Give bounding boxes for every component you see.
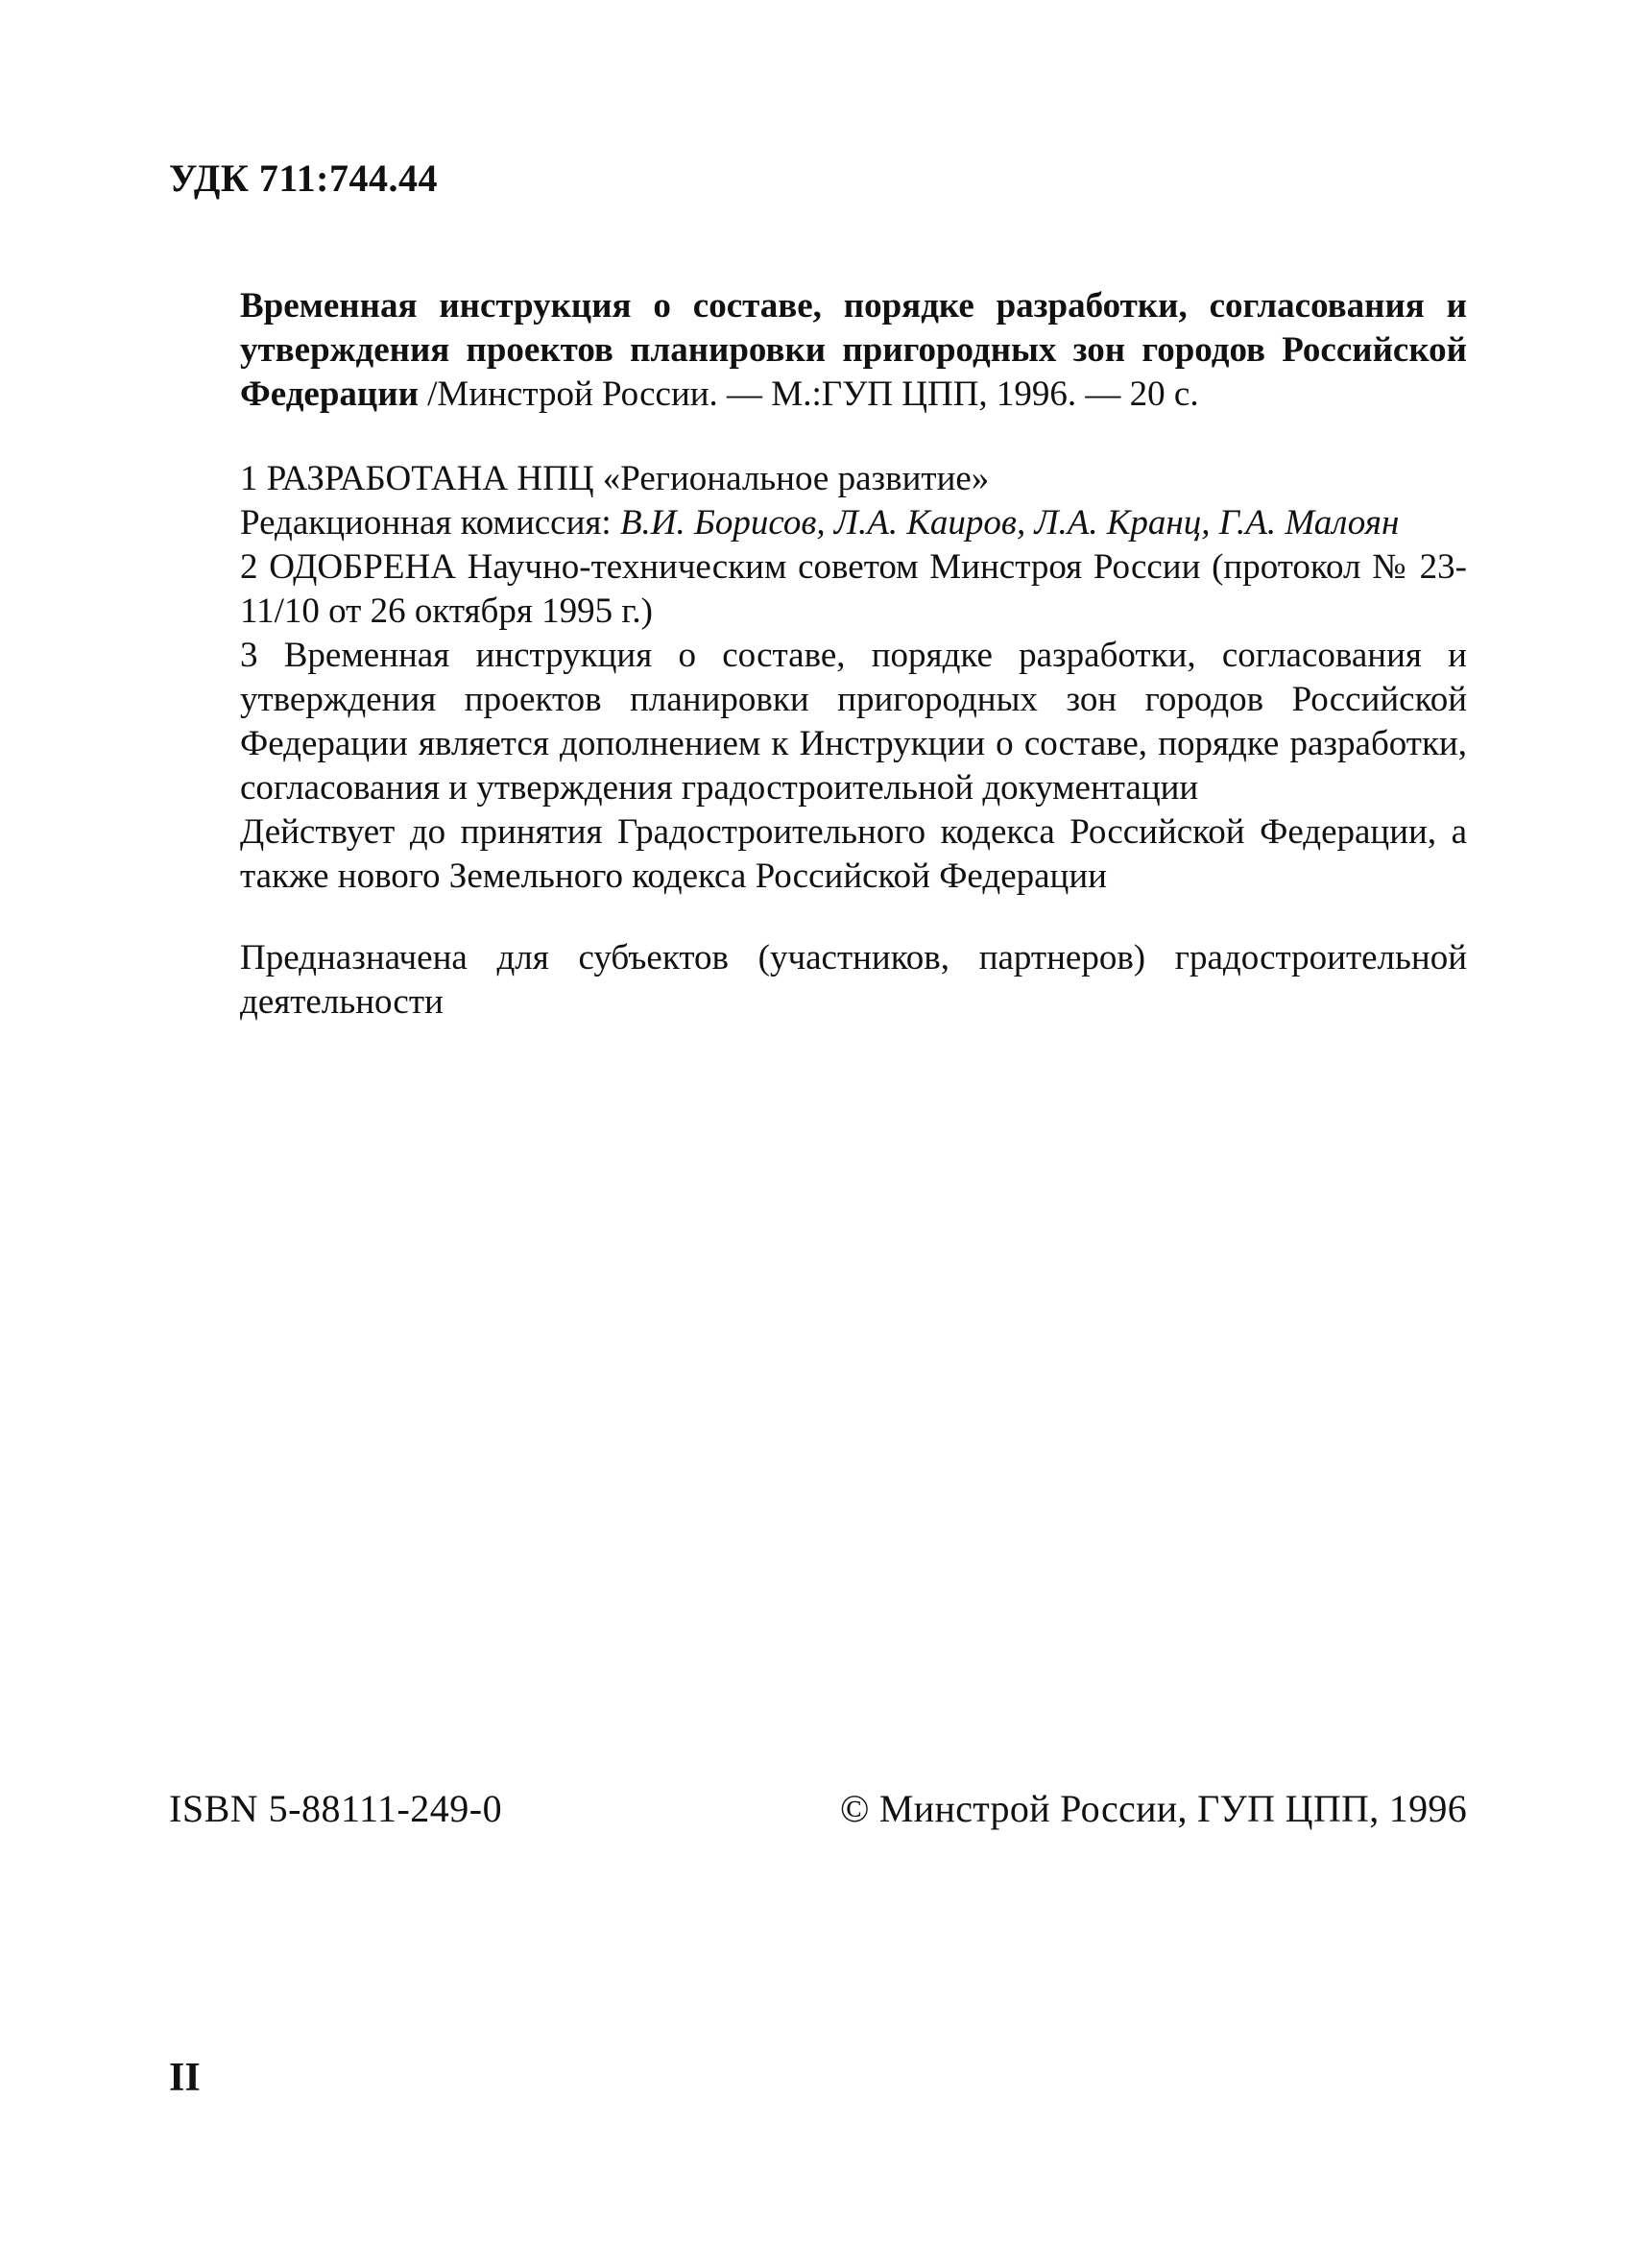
isbn: ISBN 5-88111-249-0 xyxy=(169,1787,503,1830)
credits-item-approved: 2 ОДОБРЕНА Научно-техническим советом Минстроя России (протокол № 23-11/10 от 26 октября 1995 г.) xyxy=(240,547,1467,631)
copyright-notice: © Минстрой России, ГУП ЦПП, 1996 xyxy=(839,1787,1467,1830)
bibliographic-publisher: /Минстрой России. — М.:ГУП ЦПП, 1996. — 20 с. xyxy=(418,374,1199,414)
bibliographic-description xyxy=(240,284,1467,417)
credits-item-supplement: 3 Временная инструкция о составе, порядке разработки, согласования и утверждения проектов планировки пригородных зон городов Российской Федерации является дополнением к Инструкции о составе, порядке разработки, согласования и утверждения градостроительной документации xyxy=(240,636,1467,808)
credits-item-developed: 1 РАЗРАБОТАНА НПЦ «Региональное развитие» xyxy=(240,459,990,498)
credits-section xyxy=(240,457,1467,899)
editorial-commission xyxy=(240,501,1467,545)
purpose-statement: Предназначена для субъектов (участников, партнеров) градостроительной деятельности xyxy=(240,938,1467,1022)
credits-validity: Действует до принятия Градостроительного кодекса Российской Федерации, а также нового Земельного кодекса Российской Федерации xyxy=(240,812,1467,896)
page-number: II xyxy=(169,2056,201,2100)
editorial-commission-names: В.И. Борисов, Л.А. Каиров, Л.А. Кранц, Г.А. Малоян xyxy=(619,503,1400,543)
bibliographic-title: Временная инструкция о составе, порядке разработки, согласования и утверждения проектов планировки пригородных зон городов Российской Федерации xyxy=(240,286,1467,414)
editorial-commission-label: Редакционная комиссия: xyxy=(240,503,620,543)
udk-code: УДК 711:744.44 xyxy=(169,157,438,200)
